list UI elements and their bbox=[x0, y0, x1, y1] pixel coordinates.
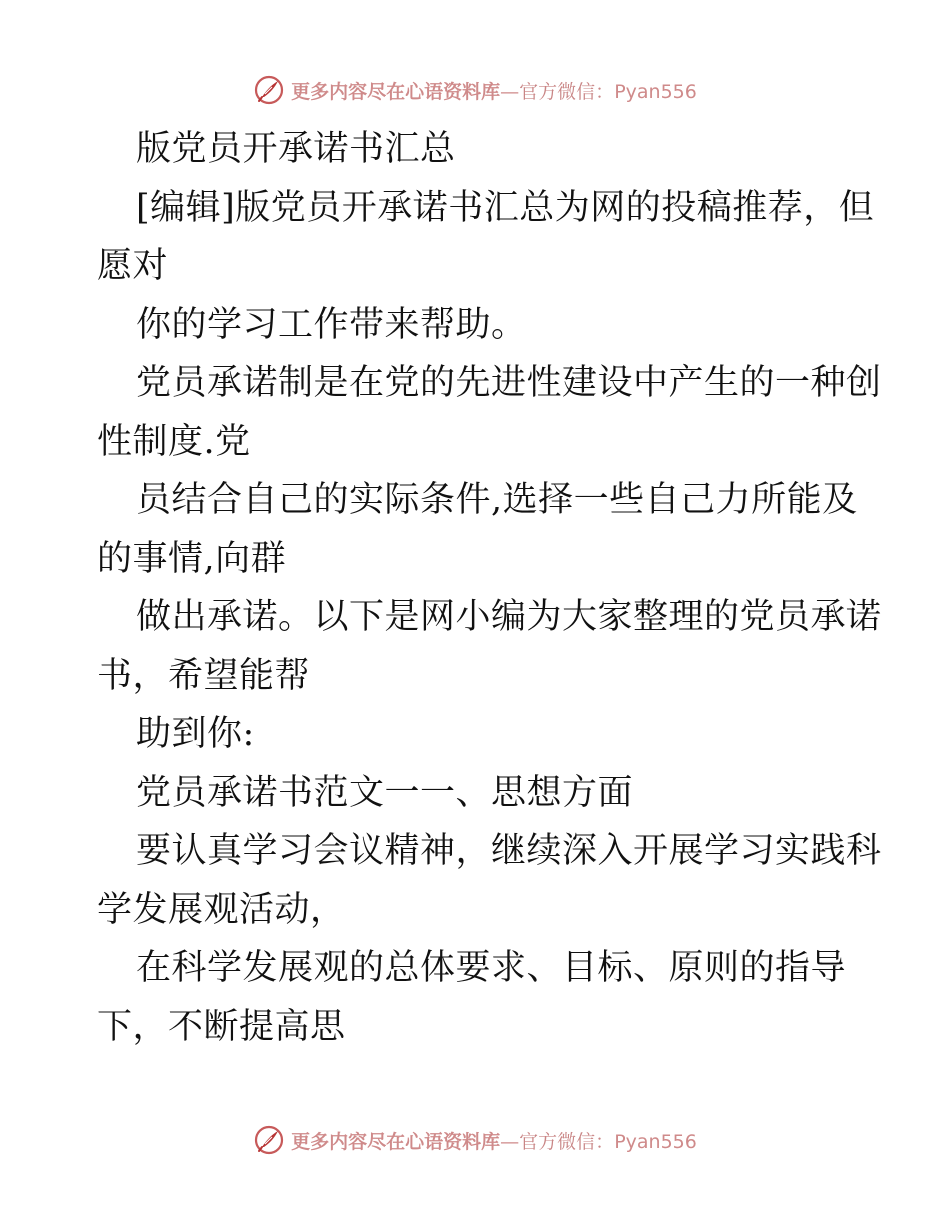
doc-line: 在科学发展观的总体要求、目标、原则的指导 bbox=[136, 948, 847, 988]
doc-line: 助到你: bbox=[136, 714, 255, 754]
quill-pen-logo-icon bbox=[253, 1124, 285, 1156]
footer-banner-title: 更多内容尽在心语资料库 bbox=[291, 1130, 501, 1153]
quill-pen-logo-icon bbox=[253, 74, 285, 106]
doc-line: 性制度.党 bbox=[97, 421, 251, 462]
doc-line: 下，不断提高思 bbox=[97, 1006, 346, 1047]
doc-line: 书，希望能帮 bbox=[97, 655, 311, 696]
doc-line: 的事情,向群 bbox=[97, 538, 287, 579]
doc-line: 你的学习工作带来帮助。 bbox=[136, 304, 527, 345]
footer-banner bbox=[0, 1120, 950, 1160]
footer-banner-dash: — bbox=[500, 1130, 520, 1153]
header-wechat-label: 官方微信： bbox=[519, 80, 615, 103]
doc-line: 党员承诺制是在党的先进性建设中产生的一种创 bbox=[136, 363, 882, 403]
footer-wechat-label: 官方微信： bbox=[519, 1130, 615, 1153]
doc-line: 学发展观活动， bbox=[97, 889, 346, 930]
header-banner-dash: — bbox=[500, 80, 520, 103]
header-banner bbox=[0, 70, 950, 110]
header-wechat-id: Pyan556 bbox=[614, 80, 697, 103]
header-banner-title: 更多内容尽在心语资料库 bbox=[291, 80, 501, 103]
doc-line: [编辑]版党员开承诺书汇总为网的投稿推荐，但 bbox=[136, 187, 875, 228]
doc-line: 员结合自己的实际条件,选择一些自己力所能及 bbox=[136, 480, 858, 520]
footer-wechat-id: Pyan556 bbox=[614, 1130, 697, 1153]
footer-banner-text bbox=[291, 1127, 697, 1154]
header-banner-text bbox=[291, 77, 697, 104]
doc-section-heading: 党员承诺书范文一一、思想方面 bbox=[136, 772, 634, 813]
document-body bbox=[97, 120, 882, 1056]
doc-line: 做出承诺。以下是网小编为大家整理的党员承诺 bbox=[136, 597, 882, 637]
doc-title-line: 版党员开承诺书汇总 bbox=[136, 129, 456, 169]
doc-line: 要认真学习会议精神，继续深入开展学习实践科 bbox=[136, 831, 882, 871]
doc-line: 愿对 bbox=[97, 246, 169, 286]
